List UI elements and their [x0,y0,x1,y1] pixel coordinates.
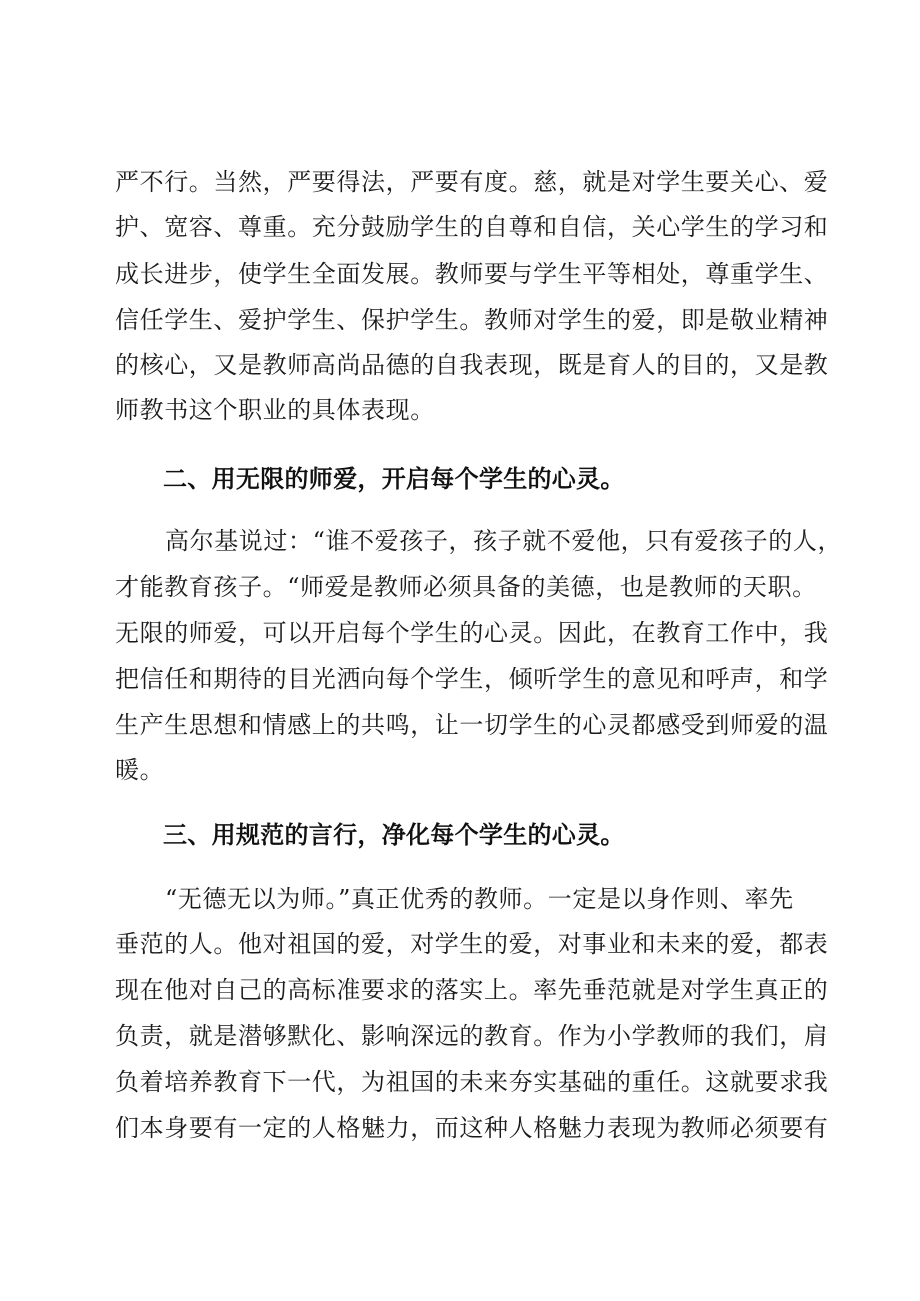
paragraph-line: 们本身要有一定的人格魅力，而这种人格魅力表现为教师必须要有 [115,1114,829,1142]
paragraph-line: 师教书这个职业的具体表现。 [115,396,435,424]
paragraph-line: 才能教育孩子。“师爱是教师必须具备的美德，也是教师的天职。 [115,573,817,601]
paragraph-line: 严不行。当然，严要得法，严要有度。慈，就是对学生要关心、爱 [115,168,829,196]
paragraph-line: 生产生思想和情感上的共鸣，让一切学生的心灵都感受到师爱的温 [115,711,829,739]
paragraph-line: 信任学生、爱护学生、保护学生。教师对学生的爱，即是敬业精神 [115,306,829,334]
section-heading-2: 二、用无限的师爱，开启每个学生的心灵。 [163,465,625,493]
paragraph-line: 垂范的人。他对祖国的爱，对学生的爱，对事业和未来的爱，都表 [115,930,829,958]
section-heading-3: 三、用规范的言行，净化每个学生的心灵。 [163,821,625,849]
paragraph-line: 现在他对自己的高标准要求的落实上。率先垂范就是对学生真正的 [115,976,829,1004]
paragraph-line: “无德无以为师。”真正优秀的教师。一定是以身作则、率先 [165,885,794,913]
paragraph-line: 的核心，又是教师高尚品德的自我表现，既是育人的目的，又是教 [115,351,829,379]
paragraph-line: 成长进步，使学生全面发展。教师要与学生平等相处，尊重学生、 [115,260,829,288]
paragraph-line: 负责，就是潜够默化、影响深远的教育。作为小学教师的我们，肩 [115,1022,829,1050]
paragraph-line: 把信任和期待的目光洒向每个学生，倾听学生的意见和呼声，和学 [115,665,829,693]
paragraph-line: 护、宽容、尊重。充分鼓励学生的自尊和自信，关心学生的学习和 [115,213,829,241]
paragraph-line: 暖。 [115,756,165,784]
paragraph-line: 负着培养教育下一代，为祖国的未来夯实基础的重任。这就要求我 [115,1068,829,1096]
paragraph-line: 无限的师爱，可以开启每个学生的心灵。因此，在教育工作中，我 [115,619,829,647]
paragraph-line: 高尔基说过：“谁不爱孩子，孩子就不爱他，只有爱孩子的人， [165,527,843,555]
